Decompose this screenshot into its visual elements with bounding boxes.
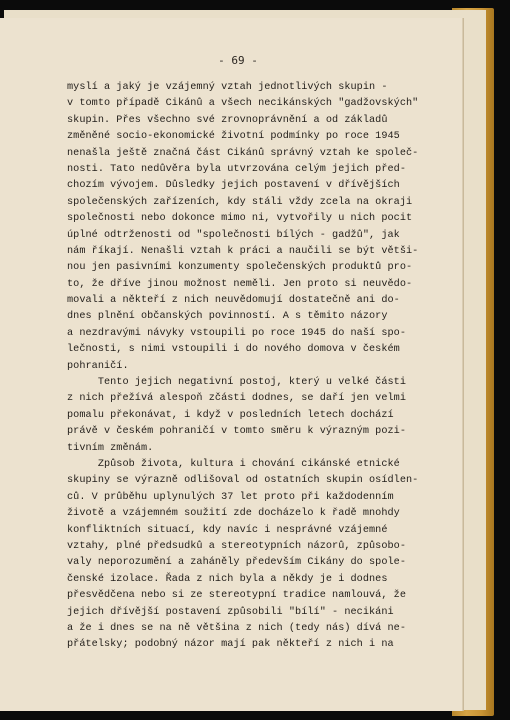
text-line: a nezdravými návyky vstoupili po roce 1945 do naší spo- [67,327,406,339]
text-line: Způsob života, kultura i chování cikánské etnické [67,458,400,470]
text-line: Tento jejich negativní postoj, který u velké části [67,377,406,389]
text-line: čenské izolace. Řada z nich byla a někdy je i dodnes [67,573,388,585]
text-line: přesvědčena nebo si ze stereotypní tradice namlouvá, že [67,590,406,602]
text-line: společnosti nebo dokonce mimo ni, vytvořily u nich pocit [67,213,413,225]
text-line: pomalu překonávat, i když v posledních letech dochází [67,409,394,421]
text-line: tivním změnám. [67,442,154,454]
text-line: společenských zařízeních, kdy stáli vždy zcela na okraji [67,196,413,208]
text-line: v tomto případě Cikánů a všech necikánských "gadžovských" [67,98,419,110]
text-line: dnes plnění občanských povinností. A s těmito názory [67,311,388,323]
text-line: změněné socio-ekonomické životní podmínky po roce 1945 [67,131,400,143]
text-line: přátelsky; podobný názor mají pak někteří z nich i na [67,639,394,651]
text-line: skupiny se výrazně odlišoval od ostatních skupin osídlen- [67,475,419,487]
text-line: úplné odtrženosti od "společnosti bílých - gadžů", jak [67,229,400,241]
text-line: nenašla ještě značná část Cikánů správný vztah ke společ- [67,147,419,159]
page-sheet [0,18,462,711]
text-line: pohraničí. [67,360,129,372]
text-line: a že i dnes se na ně většina z nich (tedy nás) dívá ne- [67,622,406,634]
text-line: životě a vzájemném soužití zde docházelo k řadě mnohdy [67,508,400,520]
text-line: movali a někteří z nich neuvědomují dostatečně ani do- [67,295,400,307]
text-line: právě v českém pohraničí v tomto směru k výrazným pozi- [67,426,406,438]
text-line: konfliktních situací, kdy navíc i nesprávné vzájemné [67,524,388,536]
body-text [67,80,447,654]
text-line: vztahy, plné předsudků a stereotypních názorů, způsobo- [67,540,406,552]
page-number: - 69 - [218,54,258,67]
text-line: to, že dříve jinou možnost neměli. Jen proto si neuvědo- [67,278,413,290]
text-line: nosti. Tato nedůvěra byla utvrzována celým jejich před- [67,163,406,175]
text-line: nám říkají. Nenašli vztah k práci a naučili se být větši- [67,245,419,257]
text-line: chozím vývojem. Důsledky jejich postavení v dřívějších [67,180,400,192]
text-line: jejich dřívější postavení způsobili "bílí" - necikáni [67,606,394,618]
text-line: z nich přežívá alespoň zčásti dodnes, se daří jen velmi [67,393,406,405]
text-line: lečnosti, s nimi vstoupili i do nového domova v českém [67,344,400,356]
text-line: valy neporozumění a zaháněly především Cikány do spole- [67,557,406,569]
text-line: myslí a jaký je vzájemný vztah jednotlivých skupin - [67,82,388,93]
text-line: skupin. Přes všechno své zrovnoprávnění a od základů [67,114,388,126]
text-line: ců. V průběhu uplynulých 37 let proto při každodenním [67,491,394,503]
text-line: nou jen pasivními konzumenty společenských produktů pro- [67,262,413,274]
